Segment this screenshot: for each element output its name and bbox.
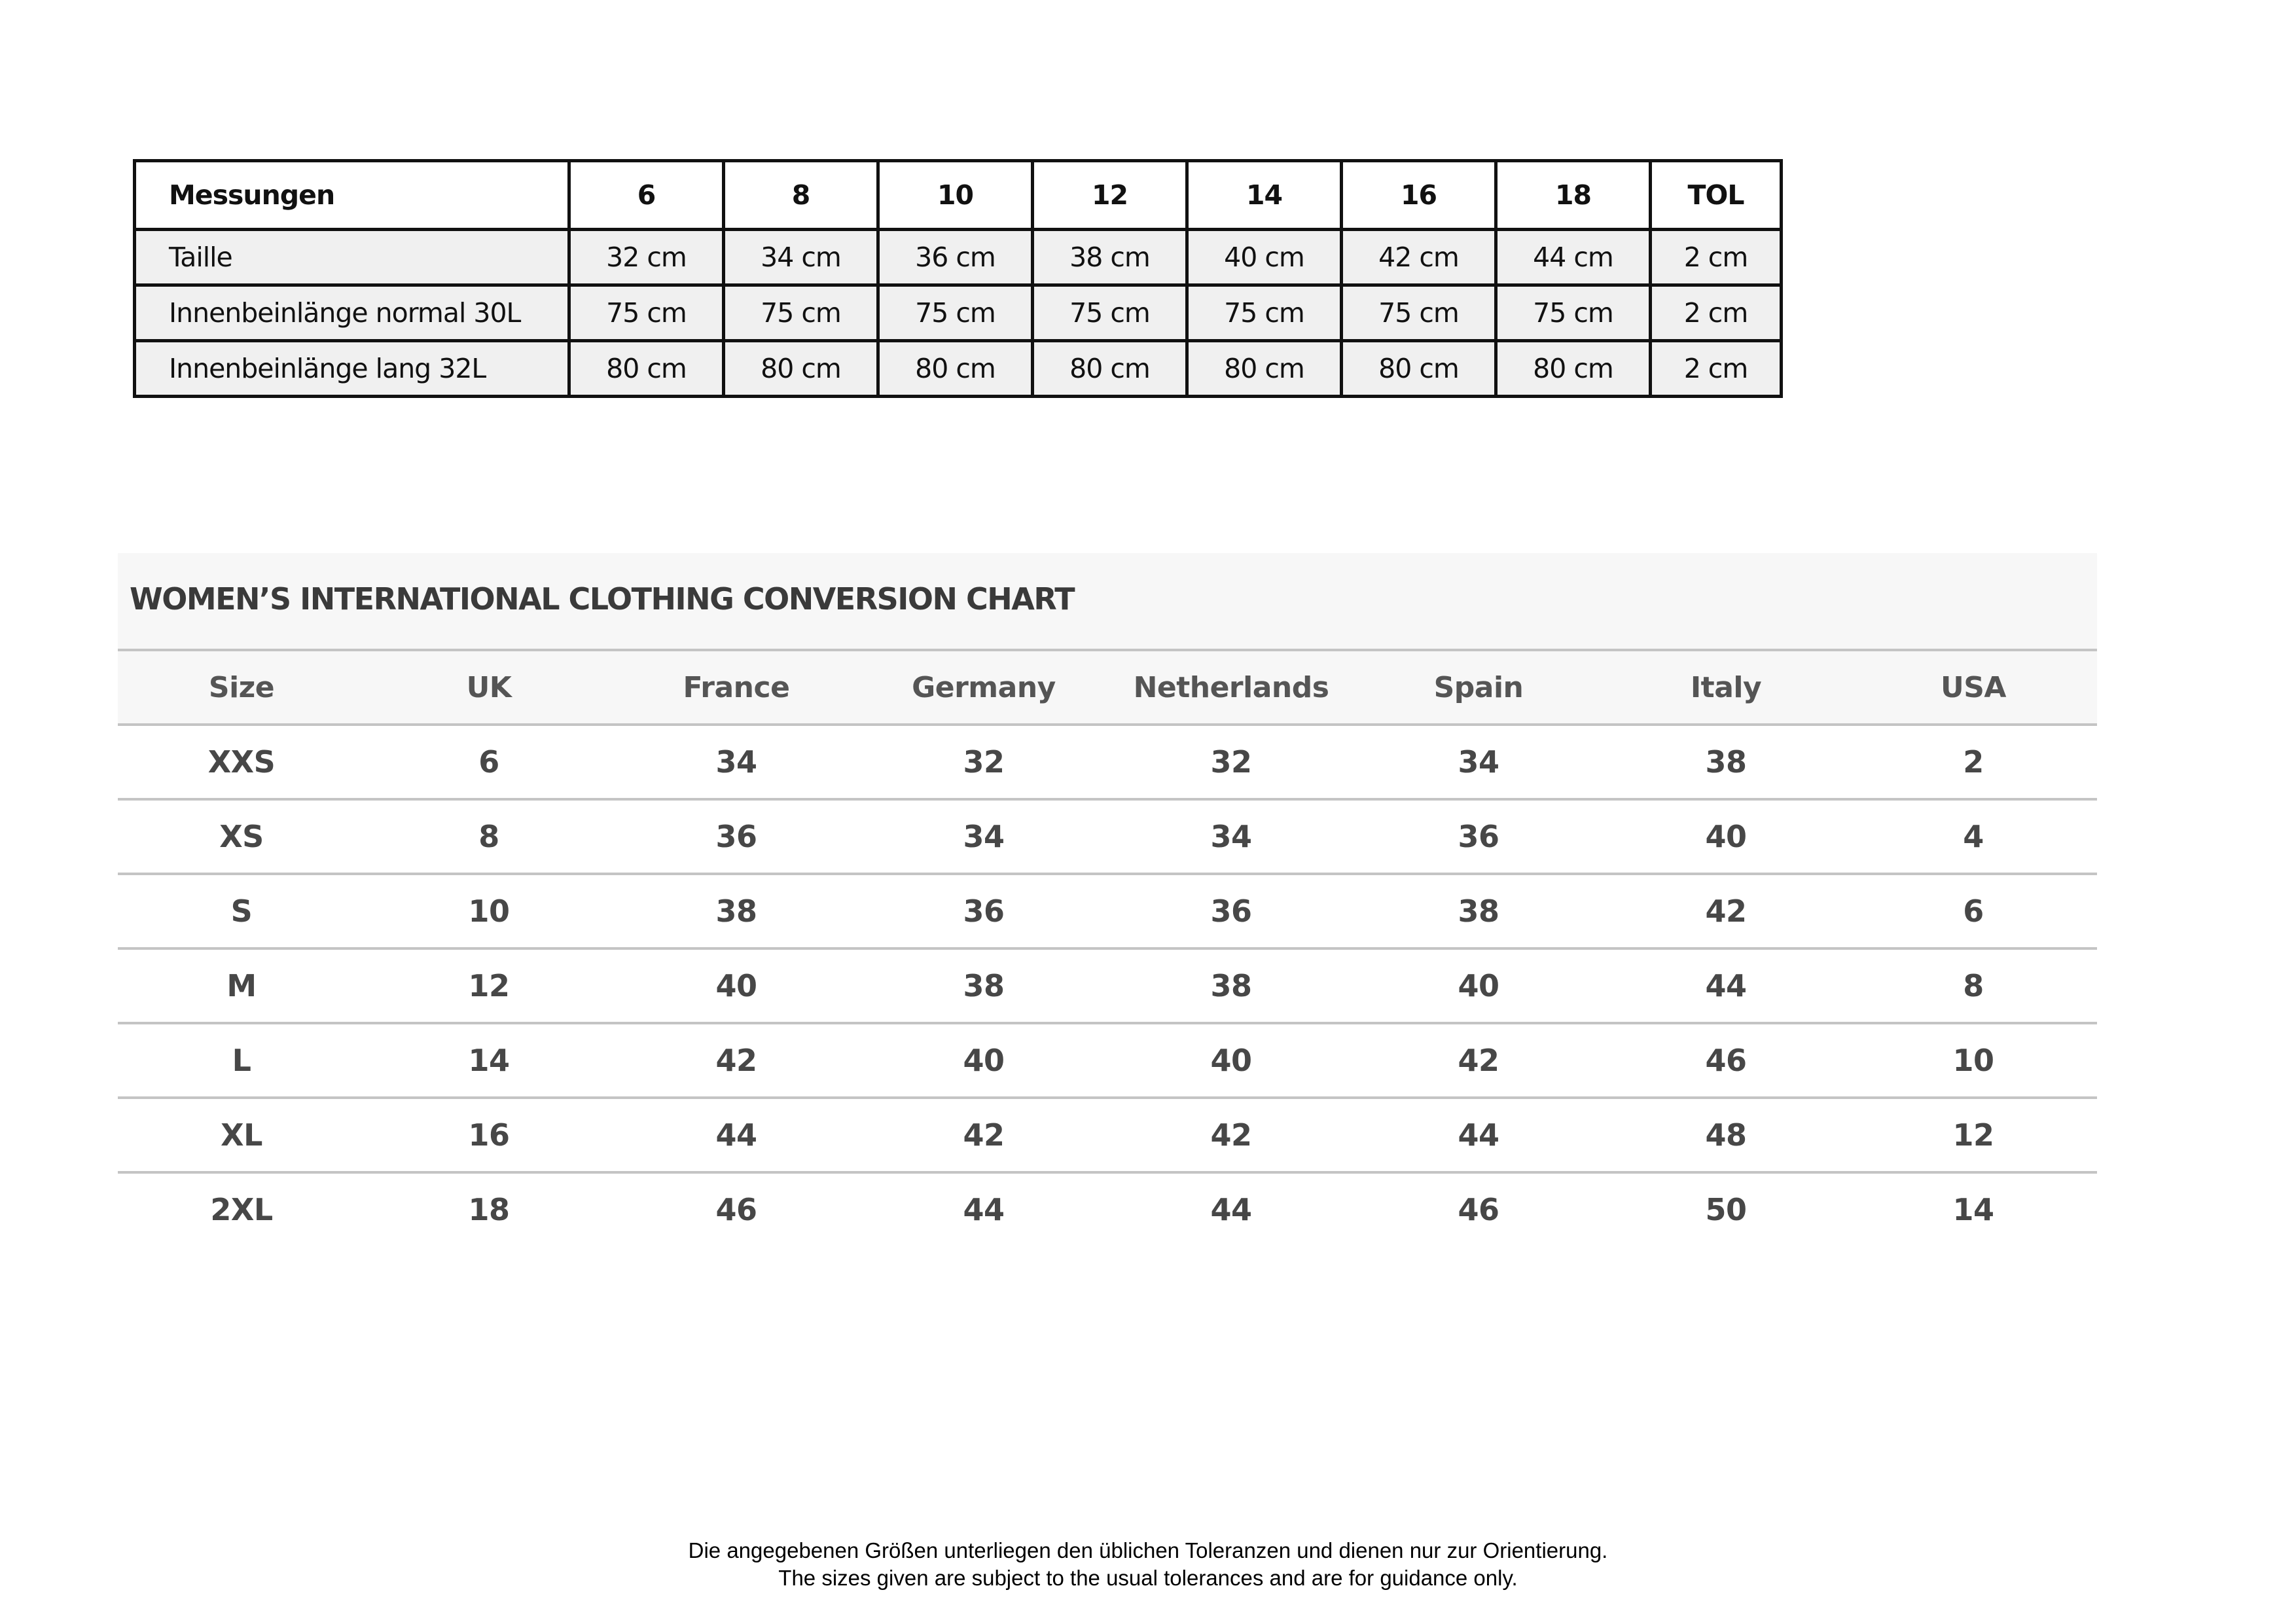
measurement-value: 75 cm: [1496, 285, 1651, 341]
conversion-cell: 2XL: [118, 1172, 365, 1246]
conversion-cell: 18: [365, 1172, 613, 1246]
measurements-header-size: 12: [1033, 161, 1187, 230]
conversion-cell: 6: [1850, 874, 2097, 948]
conversion-cell: 8: [1850, 948, 2097, 1023]
conversion-cell: 10: [1850, 1023, 2097, 1098]
measurement-value: 75 cm: [1187, 285, 1342, 341]
conversion-header-cell: Size: [118, 651, 365, 725]
measurements-header-size: 10: [878, 161, 1033, 230]
measurement-tolerance: 2 cm: [1651, 285, 1782, 341]
measurement-value: 38 cm: [1033, 230, 1187, 285]
measurements-table: [133, 159, 1783, 398]
conversion-row: [118, 1172, 2097, 1246]
measurement-label: Innenbeinlänge lang 32L: [135, 341, 569, 397]
measurement-value: 75 cm: [724, 285, 878, 341]
conversion-cell: 36: [613, 799, 860, 874]
conversion-cell: 38: [860, 948, 1107, 1023]
conversion-header-cell: Netherlands: [1107, 651, 1355, 725]
conversion-cell: 46: [613, 1172, 860, 1246]
conversion-chart: [118, 553, 2097, 1246]
measurement-value: 80 cm: [724, 341, 878, 397]
conversion-cell: 38: [1107, 948, 1355, 1023]
measurements-header-tolerance: TOL: [1651, 161, 1782, 230]
measurements-header-label: Messungen: [135, 161, 569, 230]
conversion-cell: 44: [1602, 948, 1850, 1023]
conversion-cell: 8: [365, 799, 613, 874]
conversion-title: WOMEN’S INTERNATIONAL CLOTHING CONVERSION CHART: [130, 581, 1075, 617]
footer-note: [0, 1537, 2296, 1592]
conversion-cell: M: [118, 948, 365, 1023]
conversion-cell: 12: [365, 948, 613, 1023]
measurement-value: 75 cm: [1033, 285, 1187, 341]
conversion-row: [118, 874, 2097, 948]
measurement-value: 80 cm: [1033, 341, 1187, 397]
conversion-header-cell: France: [613, 651, 860, 725]
measurement-value: 75 cm: [1342, 285, 1496, 341]
measurement-value: 80 cm: [1496, 341, 1651, 397]
conversion-cell: 40: [1355, 948, 1602, 1023]
conversion-cell: 34: [613, 725, 860, 799]
conversion-cell: 48: [1602, 1098, 1850, 1172]
conversion-cell: 12: [1850, 1098, 2097, 1172]
conversion-cell: 34: [860, 799, 1107, 874]
conversion-cell: 14: [365, 1023, 613, 1098]
conversion-cell: L: [118, 1023, 365, 1098]
measurement-tolerance: 2 cm: [1651, 230, 1782, 285]
conversion-cell: 32: [1107, 725, 1355, 799]
measurement-value: 32 cm: [569, 230, 724, 285]
measurement-value: 36 cm: [878, 230, 1033, 285]
measurement-value: 75 cm: [569, 285, 724, 341]
conversion-title-bar: [118, 553, 2097, 651]
measurement-tolerance: 2 cm: [1651, 341, 1782, 397]
conversion-cell: XS: [118, 799, 365, 874]
conversion-row: [118, 725, 2097, 799]
conversion-cell: 10: [365, 874, 613, 948]
measurement-value: 80 cm: [1187, 341, 1342, 397]
conversion-cell: 44: [1355, 1098, 1602, 1172]
conversion-header-row: [118, 651, 2097, 725]
footer-note-english: The sizes given are subject to the usual tolerances and are for guidance only.: [778, 1566, 1518, 1590]
conversion-header-cell: USA: [1850, 651, 2097, 725]
conversion-cell: XL: [118, 1098, 365, 1172]
measurement-value: 80 cm: [1342, 341, 1496, 397]
conversion-cell: 36: [1107, 874, 1355, 948]
measurement-label: Innenbeinlänge normal 30L: [135, 285, 569, 341]
conversion-cell: 46: [1355, 1172, 1602, 1246]
conversion-cell: 36: [860, 874, 1107, 948]
conversion-cell: XXS: [118, 725, 365, 799]
conversion-cell: 42: [860, 1098, 1107, 1172]
conversion-cell: 40: [1602, 799, 1850, 874]
measurement-value: 80 cm: [569, 341, 724, 397]
conversion-cell: 50: [1602, 1172, 1850, 1246]
measurement-value: 75 cm: [878, 285, 1033, 341]
conversion-cell: 44: [613, 1098, 860, 1172]
measurements-header-row: [135, 161, 1782, 230]
conversion-cell: S: [118, 874, 365, 948]
conversion-table: [118, 651, 2097, 1246]
conversion-cell: 36: [1355, 799, 1602, 874]
measurement-value: 40 cm: [1187, 230, 1342, 285]
conversion-cell: 6: [365, 725, 613, 799]
conversion-cell: 42: [1107, 1098, 1355, 1172]
footer-note-german: Die angegebenen Größen unterliegen den üblichen Toleranzen und dienen nur zur Orientierung.: [688, 1538, 1608, 1562]
measurements-header-size: 18: [1496, 161, 1651, 230]
conversion-cell: 40: [1107, 1023, 1355, 1098]
conversion-cell: 4: [1850, 799, 2097, 874]
conversion-row: [118, 948, 2097, 1023]
conversion-cell: 42: [1602, 874, 1850, 948]
measurements-row-waist: [135, 230, 1782, 285]
measurements-header-size: 6: [569, 161, 724, 230]
conversion-cell: 42: [1355, 1023, 1602, 1098]
measurements-header-size: 8: [724, 161, 878, 230]
measurement-label: Taille: [135, 230, 569, 285]
measurements-header-size: 14: [1187, 161, 1342, 230]
conversion-header-cell: Germany: [860, 651, 1107, 725]
conversion-cell: 16: [365, 1098, 613, 1172]
conversion-header-cell: Italy: [1602, 651, 1850, 725]
measurement-value: 44 cm: [1496, 230, 1651, 285]
conversion-cell: 44: [860, 1172, 1107, 1246]
measurement-value: 34 cm: [724, 230, 878, 285]
measurement-value: 80 cm: [878, 341, 1033, 397]
conversion-cell: 14: [1850, 1172, 2097, 1246]
measurements-row-inseam-regular: [135, 285, 1782, 341]
conversion-cell: 34: [1355, 725, 1602, 799]
conversion-header-cell: Spain: [1355, 651, 1602, 725]
conversion-row: [118, 799, 2097, 874]
measurements-header-size: 16: [1342, 161, 1496, 230]
measurement-value: 42 cm: [1342, 230, 1496, 285]
measurements-row-inseam-long: [135, 341, 1782, 397]
conversion-cell: 44: [1107, 1172, 1355, 1246]
conversion-row: [118, 1023, 2097, 1098]
conversion-cell: 32: [860, 725, 1107, 799]
conversion-cell: 46: [1602, 1023, 1850, 1098]
conversion-row: [118, 1098, 2097, 1172]
conversion-cell: 40: [613, 948, 860, 1023]
conversion-cell: 34: [1107, 799, 1355, 874]
conversion-cell: 42: [613, 1023, 860, 1098]
conversion-cell: 2: [1850, 725, 2097, 799]
conversion-header-cell: UK: [365, 651, 613, 725]
conversion-cell: 38: [1355, 874, 1602, 948]
conversion-cell: 40: [860, 1023, 1107, 1098]
conversion-cell: 38: [1602, 725, 1850, 799]
conversion-cell: 38: [613, 874, 860, 948]
